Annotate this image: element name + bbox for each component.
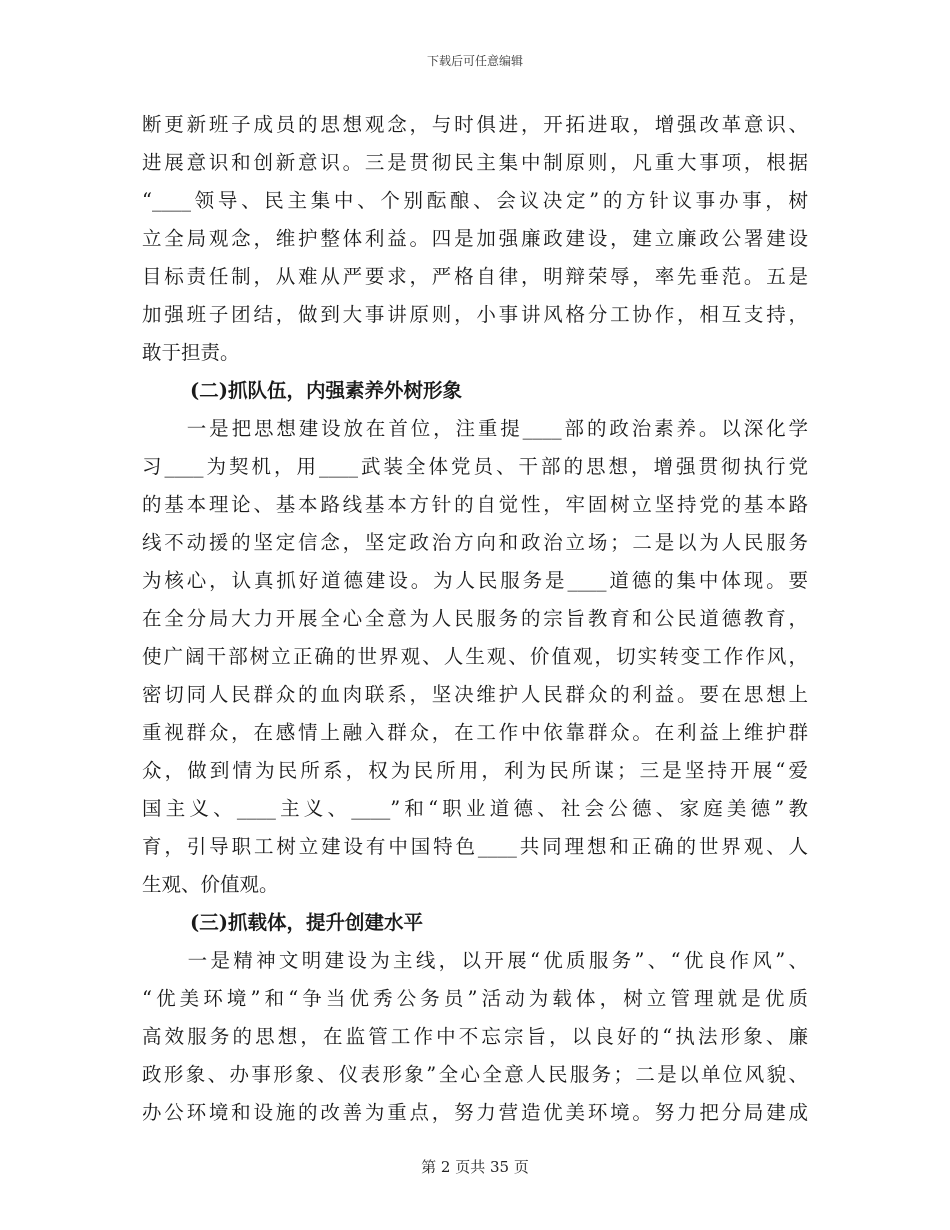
body-line: 生观、价值观。 — [142, 873, 279, 896]
body-line: 办公环境和设施的改善为重点，努力营造优美环境。努力把分局建成 — [142, 1101, 808, 1124]
body-line: 政形象、办事形象、仪表形象”全心全意人民服务；二是以单位风貌、 — [142, 1063, 808, 1086]
section-heading: (二)抓队伍，内强素养外树形象 — [190, 379, 462, 402]
document-body — [142, 106, 808, 1132]
body-line: 高效服务的思想，在监管工作中不忘宗旨，以良好的“执法形象、廉 — [142, 1025, 808, 1048]
body-line: 为核心，认真抓好道德建设。为人民服务是____道德的集中体现。要 — [142, 569, 808, 592]
body-line: “____领导、民主集中、个别酝酿、会议决定”的方针议事办事，树 — [142, 189, 808, 212]
body-line: 一是精神文明建设为主线，以开展“优质服务”、“优良作风”、 — [142, 949, 808, 972]
body-line: 的基本理论、基本路线基本方针的自觉性，牢固树立坚持党的基本路 — [142, 493, 808, 516]
page-number: 第 2 页共 35 页 — [421, 1158, 529, 1176]
body-line: 立全局观念，维护整体利益。四是加强廉政建设，建立廉政公署建设 — [142, 227, 808, 250]
body-line: 敢于担责。 — [142, 341, 240, 364]
body-line: 线不动援的坚定信念，坚定政治方向和政治立场；二是以为人民服务 — [142, 531, 808, 554]
body-line: 使广阔干部树立正确的世界观、人生观、价值观，切实转变工作作风， — [142, 645, 808, 668]
body-line: 断更新班子成员的思想观念，与时俱进，开拓进取，增强改革意识、 — [142, 113, 808, 136]
body-line: 进展意识和创新意识。三是贯彻民主集中制原则，凡重大事项，根据 — [142, 151, 808, 174]
page-header-note: 下载后可任意编辑 — [426, 54, 523, 68]
body-line: 习____为契机，用____武装全体党员、干部的思想，增强贯彻执行党 — [142, 455, 808, 478]
body-line: 目标责任制，从难从严要求，严格自律，明辩荣辱，率先垂范。五是 — [142, 265, 808, 288]
body-line: 众，做到情为民所系，权为民所用，利为民所谋；三是坚持开展“爱 — [142, 759, 808, 782]
body-line: 国主义、____主义、____”和“职业道德、社会公德、家庭美德”教 — [142, 797, 808, 820]
body-line: 加强班子团结，做到大事讲原则，小事讲风格分工协作，相互支持， — [142, 303, 808, 326]
body-line: “优美环境”和“争当优秀公务员”活动为载体，树立管理就是优质 — [142, 987, 808, 1010]
body-line: 一是把思想建设放在首位，注重提____部的政治素养。以深化学 — [142, 417, 808, 440]
body-line: 密切同人民群众的血肉联系，坚决维护人民群众的利益。要在思想上 — [142, 683, 808, 706]
section-heading: (三)抓载体，提升创建水平 — [190, 911, 423, 934]
body-line: 育，引导职工树立建设有中国特色____共同理想和正确的世界观、人 — [142, 835, 808, 858]
body-line: 重视群众，在感情上融入群众，在工作中依靠群众。在利益上维护群 — [142, 721, 808, 744]
body-line: 在全分局大力开展全心全意为人民服务的宗旨教育和公民道德教育， — [142, 607, 808, 630]
